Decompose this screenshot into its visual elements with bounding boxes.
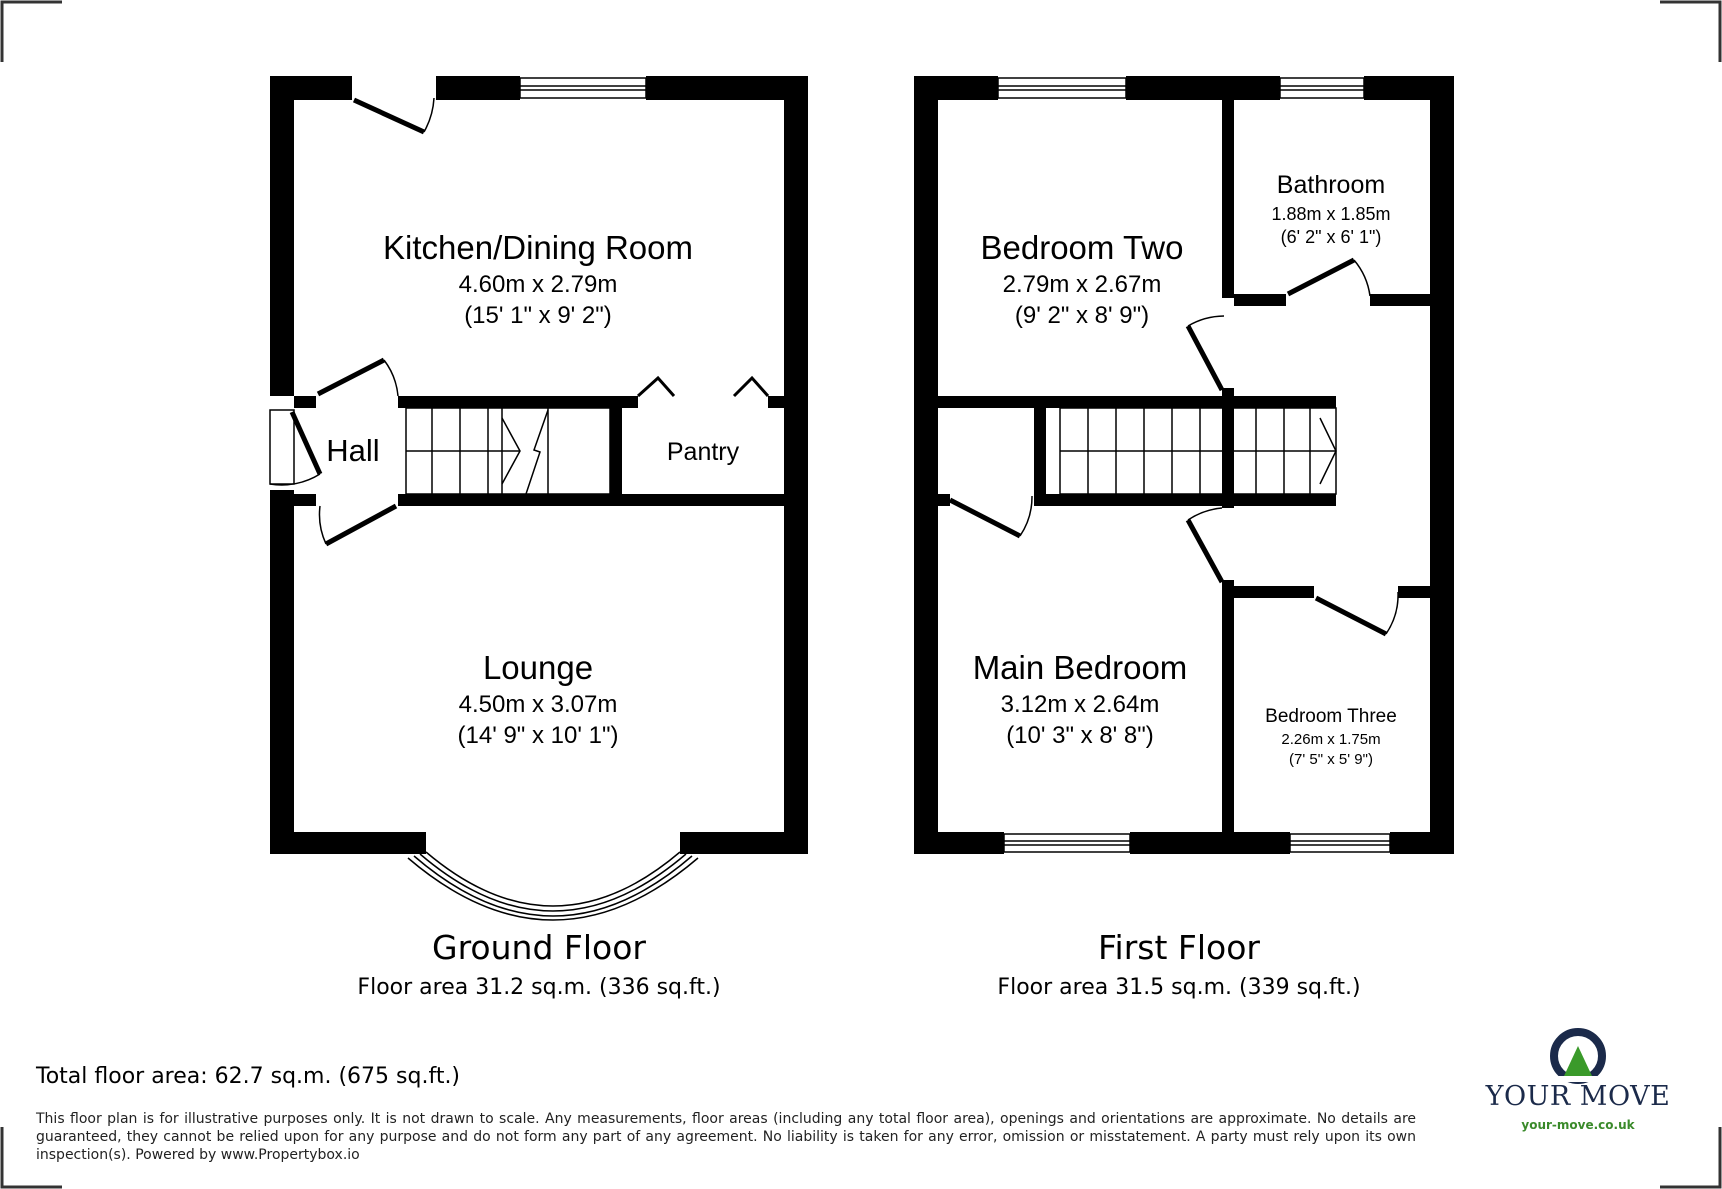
hall-name: Hall (326, 433, 380, 468)
ground-floor-plan (270, 76, 808, 920)
crop-mark-top-left (2, 2, 62, 62)
total-floor-area: Total floor area: 62.7 sq.m. (675 sq.ft.) (36, 1064, 461, 1089)
ground-floor-title: Ground Floor (432, 928, 646, 967)
first-floor-plan (914, 76, 1454, 854)
bedroom-three-imperial: (7' 5" x 5' 9") (1289, 751, 1373, 768)
lounge-imperial: (14' 9" x 10' 1") (457, 722, 619, 749)
bathroom-name: Bathroom (1276, 171, 1386, 199)
bedroom-three-name: Bedroom Three (1265, 706, 1397, 727)
brand-name: YOUR MOVE (1485, 1081, 1671, 1112)
first-floor-stairs (1060, 408, 1336, 494)
bedroom-two-metric: 2.79m x 2.67m (1002, 271, 1162, 298)
main-bedroom-imperial: (10' 3" x 8' 8") (1006, 722, 1154, 749)
disclaimer-text: This floor plan is for illustrative purposes only. It is not drawn to scale. Any measurements, floor areas (including any total floor area), openings and orientations are approximate. No details are guaranteed, they cannot be relied upon for any purpose and do not form any part of any agreement. No liability is taken for any error, omission or misstatement. A party must rely upon its own inspection(s). Powered by www.Propertybox.io (36, 1111, 1416, 1163)
pantry-doors (638, 378, 768, 396)
first-floor-title: First Floor (1097, 928, 1261, 967)
brand-url: your-move.co.uk (1521, 1118, 1635, 1132)
hall-lounge-door (319, 506, 396, 544)
bathroom-imperial: (6' 2" x 6' 1") (1280, 227, 1382, 247)
main-bedroom-name: Main Bedroom (972, 649, 1188, 686)
kitchen-door (354, 98, 434, 132)
lounge-bay-window (408, 852, 698, 920)
crop-mark-top-right (1660, 2, 1720, 62)
bedroom-two-imperial: (9' 2" x 8' 9") (1014, 302, 1150, 329)
main-bedroom-metric: 3.12m x 2.64m (1000, 691, 1160, 718)
bedroom-three-metric: 2.26m x 1.75m (1281, 731, 1381, 748)
crop-mark-bottom-right (1660, 1127, 1720, 1187)
bedroom-two-name: Bedroom Two (980, 229, 1184, 266)
crop-marks (2, 2, 1720, 1187)
front-door (270, 410, 320, 485)
ground-floor-area: Floor area 31.2 sq.m. (336 sq.ft.) (357, 975, 721, 1000)
lounge-name: Lounge (482, 649, 594, 686)
kitchen-name: Kitchen/Dining Room (383, 229, 693, 266)
kitchen-window (520, 78, 646, 98)
hall-kitchen-door (318, 360, 398, 396)
lounge-metric: 4.50m x 3.07m (458, 691, 618, 718)
pantry-name: Pantry (666, 438, 740, 466)
first-floor-area: Floor area 31.5 sq.m. (339 sq.ft.) (997, 975, 1361, 1000)
kitchen-metric: 4.60m x 2.79m (458, 271, 618, 298)
bathroom-metric: 1.88m x 1.85m (1271, 204, 1391, 224)
kitchen-imperial: (15' 1" x 9' 2") (464, 302, 612, 329)
ground-floor-stairs (406, 408, 610, 494)
